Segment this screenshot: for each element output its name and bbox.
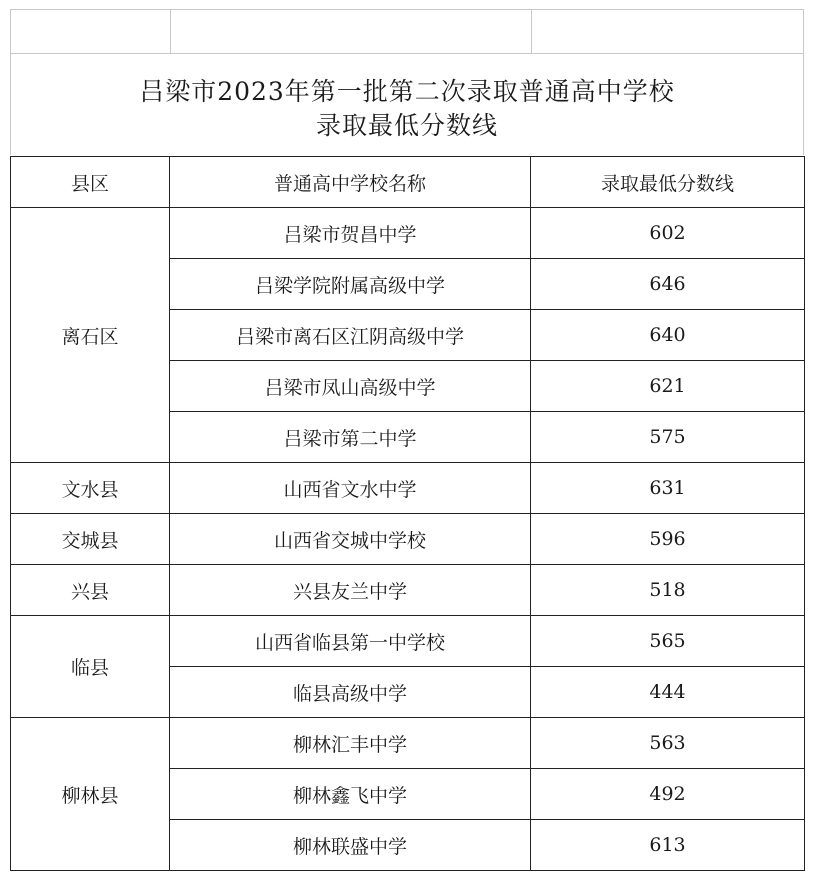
school-name-cell[interactable]: 柳林联盛中学 xyxy=(170,820,531,871)
cell-divider xyxy=(170,10,171,53)
min-score-cell[interactable]: 563 xyxy=(531,718,805,769)
min-score-cell[interactable]: 613 xyxy=(531,820,805,871)
school-name-cell[interactable]: 兴县友兰中学 xyxy=(170,565,531,616)
min-score-cell[interactable]: 518 xyxy=(531,565,805,616)
min-score-cell[interactable]: 444 xyxy=(531,667,805,718)
county-cell[interactable]: 交城县 xyxy=(11,514,170,565)
school-name-cell[interactable]: 临县高级中学 xyxy=(170,667,531,718)
school-name-cell[interactable]: 山西省交城中学校 xyxy=(170,514,531,565)
page-subtitle: 录取最低分数线 xyxy=(315,111,498,140)
school-name-cell[interactable]: 山西省文水中学 xyxy=(170,463,531,514)
table-row xyxy=(11,616,805,667)
min-score-cell[interactable]: 602 xyxy=(531,208,805,259)
min-score-cell[interactable]: 640 xyxy=(531,310,805,361)
county-cell[interactable]: 文水县 xyxy=(11,463,170,514)
header-score[interactable]: 录取最低分数线 xyxy=(531,157,805,208)
county-cell[interactable]: 临县 xyxy=(11,616,170,718)
table-body xyxy=(11,208,805,871)
school-name-cell[interactable]: 吕梁市第二中学 xyxy=(170,412,531,463)
school-name-cell[interactable]: 吕梁学院附属高级中学 xyxy=(170,259,531,310)
min-score-cell[interactable]: 646 xyxy=(531,259,805,310)
table-row xyxy=(11,514,805,565)
school-name-cell[interactable]: 山西省临县第一中学校 xyxy=(170,616,531,667)
score-table xyxy=(10,156,805,871)
cell-divider xyxy=(531,10,532,53)
empty-header-row xyxy=(10,9,804,54)
school-name-cell[interactable]: 吕梁市凤山高级中学 xyxy=(170,361,531,412)
min-score-cell[interactable]: 621 xyxy=(531,361,805,412)
school-name-cell[interactable]: 吕梁市贺昌中学 xyxy=(170,208,531,259)
min-score-cell[interactable]: 492 xyxy=(531,769,805,820)
header-county[interactable]: 县区 xyxy=(11,157,170,208)
min-score-cell[interactable]: 631 xyxy=(531,463,805,514)
title-cell[interactable] xyxy=(10,52,804,155)
table-row xyxy=(11,463,805,514)
header-school[interactable]: 普通高中学校名称 xyxy=(170,157,531,208)
county-cell[interactable]: 柳林县 xyxy=(11,718,170,871)
min-score-cell[interactable]: 565 xyxy=(531,616,805,667)
min-score-cell[interactable]: 575 xyxy=(531,412,805,463)
header-row xyxy=(11,157,805,208)
county-cell[interactable]: 兴县 xyxy=(11,565,170,616)
page-title: 吕梁市2023年第一批第二次录取普通高中学校 xyxy=(139,77,675,106)
table-row xyxy=(11,718,805,769)
min-score-cell[interactable]: 596 xyxy=(531,514,805,565)
school-name-cell[interactable]: 柳林汇丰中学 xyxy=(170,718,531,769)
table-row xyxy=(11,208,805,259)
school-name-cell[interactable]: 吕梁市离石区江阴高级中学 xyxy=(170,310,531,361)
county-cell[interactable]: 离石区 xyxy=(11,208,170,463)
table-row xyxy=(11,565,805,616)
school-name-cell[interactable]: 柳林鑫飞中学 xyxy=(170,769,531,820)
